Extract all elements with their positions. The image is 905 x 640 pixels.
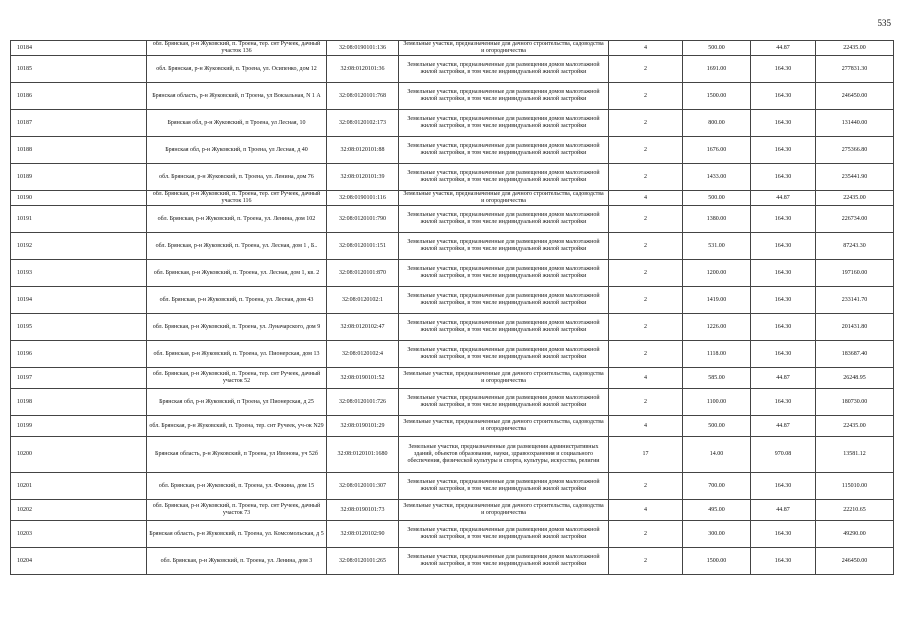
- row-number-cell: 10191: [11, 206, 147, 233]
- cadastral-number-cell: 32:08:0190101:116: [327, 191, 399, 206]
- address-cell: обл. Брянская, р-н Жуковский, п. Троена, ул. Лесная, дом 1, кв. 2: [147, 260, 327, 287]
- cadastral-number-cell: 32:08:0120101:88: [327, 137, 399, 164]
- area-cell: 1100.00: [683, 389, 751, 416]
- row-number-cell: 10185: [11, 56, 147, 83]
- row-number-cell: 10196: [11, 341, 147, 368]
- land-use-cell: Земельные участки, предназначенные для размещения домов малоэтажной жилой застройки, в том числе индивидуальной жилой застройки: [399, 110, 609, 137]
- cadastral-value-cell: 22435.00: [816, 416, 894, 437]
- specific-value-cell: 164.30: [751, 260, 816, 287]
- row-number-cell: 10184: [11, 41, 147, 56]
- specific-value-cell: 164.30: [751, 83, 816, 110]
- table-body: [11, 41, 894, 575]
- address-cell: обл. Брянская, р-н Жуковский, п. Троена, ул. Луначарского, дом 9: [147, 314, 327, 341]
- row-number-cell: 10199: [11, 416, 147, 437]
- row-number-cell: 10189: [11, 164, 147, 191]
- address-cell: обл. Брянская, р-н Жуковский, п. Троена, тер. снт Ручеек, дачный участок 52: [147, 368, 327, 389]
- cadastral-number-cell: 32:08:0190101:52: [327, 368, 399, 389]
- group-cell: 2: [609, 548, 683, 575]
- table-row: [11, 437, 894, 473]
- land-use-cell: Земельные участки, предназначенные для размещения домов малоэтажной жилой застройки, в том числе индивидуальной жилой застройки: [399, 206, 609, 233]
- row-number-cell: 10201: [11, 473, 147, 500]
- group-cell: 2: [609, 389, 683, 416]
- table-row: [11, 500, 894, 521]
- table-row: [11, 416, 894, 437]
- land-use-cell: Земельные участки, предназначенные для дачного строительства, садоводства и огородничества: [399, 191, 609, 206]
- specific-value-cell: 970.08: [751, 437, 816, 473]
- area-cell: 585.00: [683, 368, 751, 389]
- area-cell: 1676.00: [683, 137, 751, 164]
- table-row: [11, 473, 894, 500]
- cadastral-value-table: [10, 40, 894, 575]
- land-use-cell: Земельные участки, предназначенные для размещения домов малоэтажной жилой застройки, в том числе индивидуальной жилой застройки: [399, 164, 609, 191]
- cadastral-number-cell: 32:08:0120101:790: [327, 206, 399, 233]
- area-cell: 500.00: [683, 41, 751, 56]
- group-cell: 2: [609, 287, 683, 314]
- address-cell: Брянская область, р-н Жуковский, п Троена, ул Ивонова, уч 52б: [147, 437, 327, 473]
- land-use-cell: Земельные участки, предназначенные для дачного строительства, садоводства и огородничества: [399, 41, 609, 56]
- group-cell: 4: [609, 191, 683, 206]
- group-cell: 4: [609, 416, 683, 437]
- group-cell: 2: [609, 314, 683, 341]
- cadastral-value-cell: 22435.00: [816, 41, 894, 56]
- cadastral-number-cell: 32:08:0120102:1: [327, 287, 399, 314]
- cadastral-value-cell: 197160.00: [816, 260, 894, 287]
- address-cell: обл. Брянская, р-н Жуковский, п. Троена, ул. Ленина, дом 76: [147, 164, 327, 191]
- address-cell: обл. Брянская, р-н Жуковский, п. Троена, ул. Ленина, дом 102: [147, 206, 327, 233]
- group-cell: 2: [609, 83, 683, 110]
- area-cell: 14.00: [683, 437, 751, 473]
- address-cell: обл. Брянская, р-н Жуковский, п. Троена, ул. Пионерская, дом 13: [147, 341, 327, 368]
- specific-value-cell: 44.87: [751, 416, 816, 437]
- row-number-cell: 10194: [11, 287, 147, 314]
- cadastral-value-cell: 277831.30: [816, 56, 894, 83]
- group-cell: 2: [609, 260, 683, 287]
- table-row: [11, 260, 894, 287]
- cadastral-value-cell: 246450.00: [816, 83, 894, 110]
- group-cell: 2: [609, 110, 683, 137]
- specific-value-cell: 164.30: [751, 110, 816, 137]
- row-number-cell: 10203: [11, 521, 147, 548]
- cadastral-value-cell: 87243.30: [816, 233, 894, 260]
- specific-value-cell: 164.30: [751, 341, 816, 368]
- area-cell: 300.00: [683, 521, 751, 548]
- row-number-cell: 10188: [11, 137, 147, 164]
- row-number-cell: 10193: [11, 260, 147, 287]
- table-row: [11, 206, 894, 233]
- row-number-cell: 10198: [11, 389, 147, 416]
- area-cell: 1500.00: [683, 548, 751, 575]
- row-number-cell: 10202: [11, 500, 147, 521]
- specific-value-cell: 164.30: [751, 389, 816, 416]
- group-cell: 2: [609, 206, 683, 233]
- specific-value-cell: 44.87: [751, 500, 816, 521]
- table-row: [11, 191, 894, 206]
- land-use-cell: Земельные участки, предназначенные для размещения домов малоэтажной жилой застройки, в том числе индивидуальной жилой застройки: [399, 137, 609, 164]
- group-cell: 2: [609, 473, 683, 500]
- table-row: [11, 389, 894, 416]
- cadastral-value-cell: 49290.00: [816, 521, 894, 548]
- group-cell: 2: [609, 164, 683, 191]
- land-use-cell: Земельные участки, предназначенные для размещения домов малоэтажной жилой застройки, в том числе индивидуальной жилой застройки: [399, 389, 609, 416]
- table-row: [11, 341, 894, 368]
- area-cell: 1691.00: [683, 56, 751, 83]
- cadastral-value-cell: 22210.65: [816, 500, 894, 521]
- area-cell: 1500.00: [683, 83, 751, 110]
- cadastral-number-cell: 32:08:0120101:151: [327, 233, 399, 260]
- area-cell: 500.00: [683, 416, 751, 437]
- table-row: [11, 233, 894, 260]
- cadastral-number-cell: 32:08:0120101:39: [327, 164, 399, 191]
- group-cell: 4: [609, 500, 683, 521]
- group-cell: 2: [609, 233, 683, 260]
- cadastral-number-cell: 32:08:0120102:90: [327, 521, 399, 548]
- address-cell: обл. Брянская, р-н Жуковский, п. Троена, тер. снт Ручеек, дачный участок 73: [147, 500, 327, 521]
- specific-value-cell: 164.30: [751, 164, 816, 191]
- group-cell: 2: [609, 341, 683, 368]
- table-row: [11, 521, 894, 548]
- specific-value-cell: 44.87: [751, 41, 816, 56]
- address-cell: обл. Брянская, р-н Жуковский, п. Троена, ул. Лесная, дом 1 , Б..: [147, 233, 327, 260]
- table-row: [11, 137, 894, 164]
- specific-value-cell: 164.30: [751, 473, 816, 500]
- cadastral-number-cell: 32:08:0120101:265: [327, 548, 399, 575]
- address-cell: обл. Брянская, р-н Жуковский, п. Троена, тер. снт Ручеек, уч-ок N29: [147, 416, 327, 437]
- specific-value-cell: 164.30: [751, 521, 816, 548]
- area-cell: 1118.00: [683, 341, 751, 368]
- land-use-cell: Земельные участки, предназначенные для дачного строительства, садоводства и огородничества: [399, 368, 609, 389]
- cadastral-value-cell: 131440.00: [816, 110, 894, 137]
- cadastral-number-cell: 32:08:0120101:870: [327, 260, 399, 287]
- address-cell: Брянская область, р-н Жуковский, п Троена, ул Вокзальная, N 1 А: [147, 83, 327, 110]
- specific-value-cell: 164.30: [751, 206, 816, 233]
- table-row: [11, 110, 894, 137]
- cadastral-value-cell: 22435.00: [816, 191, 894, 206]
- row-number-cell: 10190: [11, 191, 147, 206]
- table-row: [11, 83, 894, 110]
- row-number-cell: 10197: [11, 368, 147, 389]
- row-number-cell: 10200: [11, 437, 147, 473]
- specific-value-cell: 164.30: [751, 314, 816, 341]
- cadastral-number-cell: 32:08:0120101:726: [327, 389, 399, 416]
- group-cell: 2: [609, 137, 683, 164]
- specific-value-cell: 164.30: [751, 233, 816, 260]
- address-cell: обл. Брянская, р-н Жуковский, п. Троена, ул. Осипенко, дом 12: [147, 56, 327, 83]
- cadastral-number-cell: 32:08:0190101:73: [327, 500, 399, 521]
- area-cell: 531.00: [683, 233, 751, 260]
- area-cell: 1226.00: [683, 314, 751, 341]
- cadastral-value-cell: 235441.90: [816, 164, 894, 191]
- cadastral-number-cell: 32:08:0120101:768: [327, 83, 399, 110]
- land-use-cell: Земельные участки, предназначенные для дачного строительства, садоводства и огородничества: [399, 500, 609, 521]
- row-number-cell: 10192: [11, 233, 147, 260]
- specific-value-cell: 164.30: [751, 56, 816, 83]
- cadastral-value-cell: 26248.95: [816, 368, 894, 389]
- cadastral-number-cell: 32:08:0190101:29: [327, 416, 399, 437]
- group-cell: 4: [609, 368, 683, 389]
- land-use-cell: Земельные участки, предназначенные для дачного строительства, садоводства и огородничества: [399, 416, 609, 437]
- area-cell: 800.00: [683, 110, 751, 137]
- area-cell: 700.00: [683, 473, 751, 500]
- cadastral-number-cell: 32:08:0120101:1680: [327, 437, 399, 473]
- land-use-cell: Земельные участки, предназначенные для размещения домов малоэтажной жилой застройки, в том числе индивидуальной жилой застройки: [399, 314, 609, 341]
- group-cell: 2: [609, 56, 683, 83]
- group-cell: 2: [609, 521, 683, 548]
- cadastral-number-cell: 32:08:0120102:47: [327, 314, 399, 341]
- address-cell: обл. Брянская, р-н Жуковский, п. Троена, тер. снт Ручеек, дачный участок 116: [147, 191, 327, 206]
- cadastral-number-cell: 32:08:0120101:36: [327, 56, 399, 83]
- land-use-cell: Земельные участки, предназначенные для размещения домов малоэтажной жилой застройки, в том числе индивидуальной жилой застройки: [399, 56, 609, 83]
- cadastral-value-cell: 275366.80: [816, 137, 894, 164]
- specific-value-cell: 164.30: [751, 548, 816, 575]
- area-cell: 1380.00: [683, 206, 751, 233]
- area-cell: 500.00: [683, 191, 751, 206]
- page-number: 535: [877, 18, 891, 28]
- area-cell: 1433.00: [683, 164, 751, 191]
- land-use-cell: Земельные участки, предназначенные для размещения домов малоэтажной жилой застройки, в том числе индивидуальной жилой застройки: [399, 83, 609, 110]
- table-row: [11, 287, 894, 314]
- cadastral-number-cell: 32:08:0120101:307: [327, 473, 399, 500]
- cadastral-value-cell: 180730.00: [816, 389, 894, 416]
- row-number-cell: 10186: [11, 83, 147, 110]
- address-cell: Брянская обл, р-н Жуковский, п Троена, ул Лесная, д 40: [147, 137, 327, 164]
- group-cell: 17: [609, 437, 683, 473]
- land-use-cell: Земельные участки, предназначенные для размещения домов малоэтажной жилой застройки, в том числе индивидуальной жилой застройки: [399, 341, 609, 368]
- specific-value-cell: 164.30: [751, 287, 816, 314]
- area-cell: 1200.00: [683, 260, 751, 287]
- cadastral-number-cell: 32:08:0120102:4: [327, 341, 399, 368]
- cadastral-value-cell: 233141.70: [816, 287, 894, 314]
- land-use-cell: Земельные участки, предназначенные для размещения домов малоэтажной жилой застройки, в том числе индивидуальной жилой застройки: [399, 260, 609, 287]
- address-cell: Брянская область, р-н Жуковский, п. Троена, ул. Комсомольская, д 5: [147, 521, 327, 548]
- specific-value-cell: 164.30: [751, 137, 816, 164]
- area-cell: 495.00: [683, 500, 751, 521]
- cadastral-value-cell: 246450.00: [816, 548, 894, 575]
- address-cell: обл. Брянская, р-н Жуковский, п. Троена, ул. Фокина, дом 15: [147, 473, 327, 500]
- table-row: [11, 314, 894, 341]
- land-use-cell: Земельные участки, предназначенные для размещения домов малоэтажной жилой застройки, в том числе индивидуальной жилой застройки: [399, 473, 609, 500]
- address-cell: Брянская обл, р-н Жуковский, п Троена, ул Пионерская, д 25: [147, 389, 327, 416]
- cadastral-value-cell: 201431.80: [816, 314, 894, 341]
- table-row: [11, 56, 894, 83]
- address-cell: обл. Брянская, р-н Жуковский, п. Троена, тер. снт Ручеек, дачный участок 136: [147, 41, 327, 56]
- row-number-cell: 10204: [11, 548, 147, 575]
- land-use-cell: Земельные участки, предназначенные для размещения административных зданий, объектов образования, науки, здравоохранения и социального обеспечения, физической культуры и спорта, культуры, искусства, религии: [399, 437, 609, 473]
- cadastral-value-cell: 226734.00: [816, 206, 894, 233]
- table-row: [11, 548, 894, 575]
- land-use-cell: Земельные участки, предназначенные для размещения домов малоэтажной жилой застройки, в том числе индивидуальной жилой застройки: [399, 521, 609, 548]
- address-cell: обл. Брянская, р-н Жуковский, п. Троена, ул. Лесная, дом 43: [147, 287, 327, 314]
- cadastral-number-cell: 32:08:0120102:173: [327, 110, 399, 137]
- table-row: [11, 368, 894, 389]
- cadastral-value-cell: 183687.40: [816, 341, 894, 368]
- specific-value-cell: 44.87: [751, 191, 816, 206]
- land-use-cell: Земельные участки, предназначенные для размещения домов малоэтажной жилой застройки, в том числе индивидуальной жилой застройки: [399, 287, 609, 314]
- table-row: [11, 164, 894, 191]
- row-number-cell: 10187: [11, 110, 147, 137]
- land-use-cell: Земельные участки, предназначенные для размещения домов малоэтажной жилой застройки, в том числе индивидуальной жилой застройки: [399, 548, 609, 575]
- address-cell: Брянская обл, р-н Жуковский, п Троена, ул Лесная, 10: [147, 110, 327, 137]
- specific-value-cell: 44.87: [751, 368, 816, 389]
- address-cell: обл. Брянская, р-н Жуковский, п. Троена, ул. Ленина, дом 3: [147, 548, 327, 575]
- table-row: [11, 41, 894, 56]
- group-cell: 4: [609, 41, 683, 56]
- land-use-cell: Земельные участки, предназначенные для размещения домов малоэтажной жилой застройки, в том числе индивидуальной жилой застройки: [399, 233, 609, 260]
- area-cell: 1419.00: [683, 287, 751, 314]
- cadastral-value-cell: 13581.12: [816, 437, 894, 473]
- cadastral-value-cell: 115010.00: [816, 473, 894, 500]
- row-number-cell: 10195: [11, 314, 147, 341]
- cadastral-number-cell: 32:08:0190101:136: [327, 41, 399, 56]
